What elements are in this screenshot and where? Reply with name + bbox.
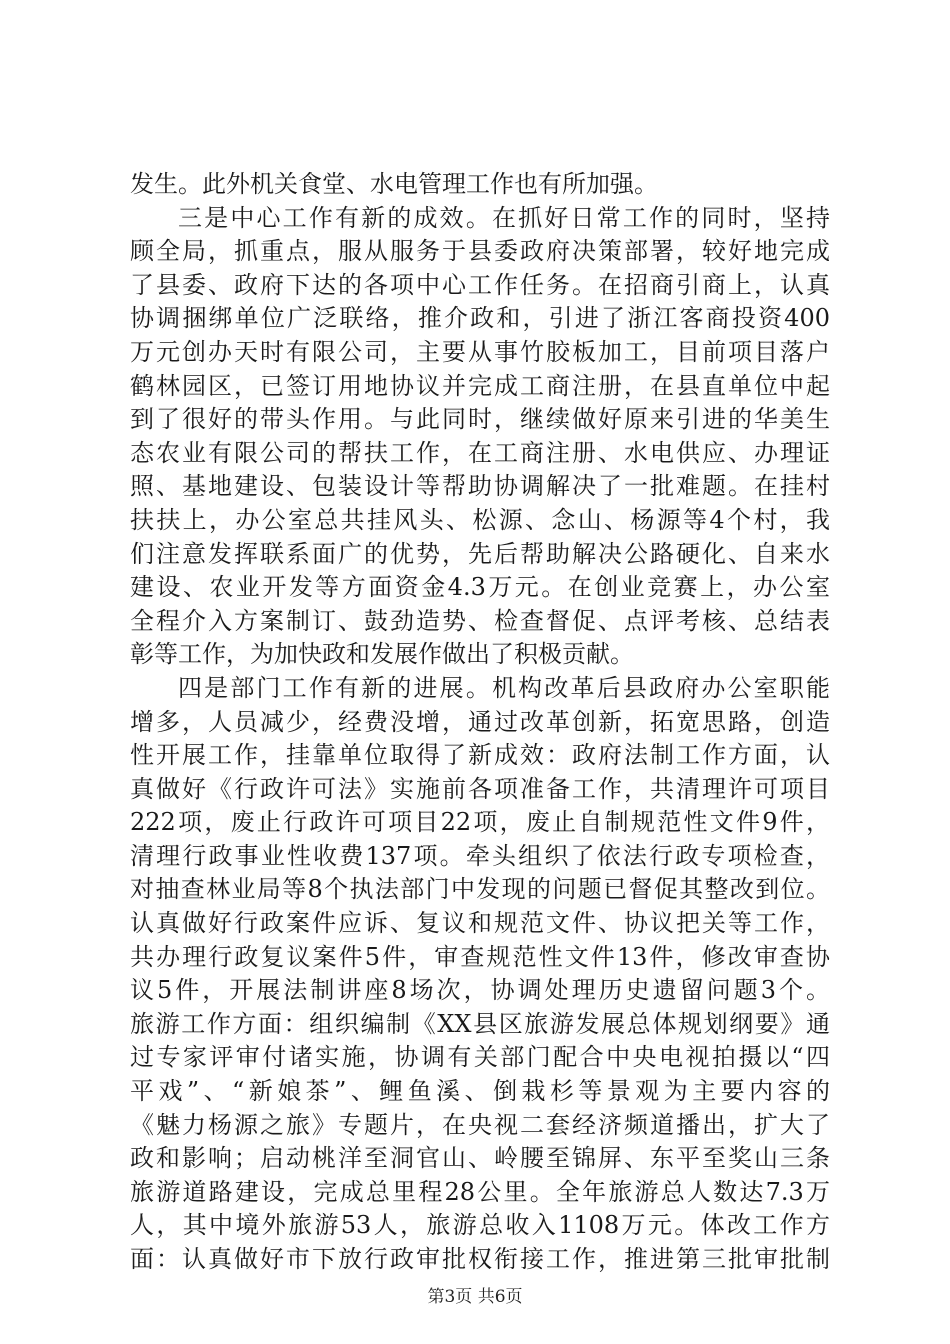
text-line: 鹤林园区，已签订用地协议并完成工商注册，在县直单位中起 xyxy=(130,371,830,400)
text-line: 增多，人员减少，经费没增，通过改革创新，拓宽思路，创造 xyxy=(130,707,830,736)
text-line: 共办理行政复议案件5件，审查规范性文件13件，修改审查协 xyxy=(130,942,830,971)
page-footer: 第3页 共6页 xyxy=(427,1287,523,1307)
text-line: 性开展工作，挂靠单位取得了新成效：政府法制工作方面，认 xyxy=(130,741,830,770)
text-line: 政和影响；启动桃洋至洞官山、岭腰至锦屏、东平至奖山三条 xyxy=(130,1144,830,1173)
text-line: 旅游道路建设，完成总里程28公里。全年旅游总人数达7.3万 xyxy=(130,1177,830,1206)
text-line: 顾全局，抓重点，服从服务于县委政府决策部署，较好地完成 xyxy=(130,237,830,266)
text-line: 万元创办天时有限公司，主要从事竹胶板加工，目前项目落户 xyxy=(130,337,830,366)
text-line: 扶扶上，办公室总共挂风头、松源、念山、杨源等4个村，我 xyxy=(130,505,830,534)
text-line: 们注意发挥联系面广的优势，先后帮助解决公路硬化、自来水 xyxy=(130,539,830,568)
text-line: 真做好《行政许可法》实施前各项准备工作，共清理许可项目 xyxy=(130,774,830,803)
text-line: 议5件，开展法制讲座8场次，协调处理历史遗留问题3个。 xyxy=(130,976,830,1005)
text-line: 旅游工作方面：组织编制《XX县区旅游发展总体规划纲要》通 xyxy=(130,1009,830,1038)
text-line: 全程介入方案制订、鼓劲造势、检查督促、点评考核、总结表 xyxy=(130,606,830,635)
text-line: 认真做好行政案件应诉、复议和规范文件、协议把关等工作， xyxy=(130,909,830,938)
document-body xyxy=(130,168,830,1277)
text-line: 态农业有限公司的帮扶工作，在工商注册、水电供应、办理证 xyxy=(130,438,830,467)
text-line: 222项，废止行政许可项目22项，废止自制规范性文件9件， xyxy=(130,808,830,837)
text-line: 建设、农业开发等方面资金4.3万元。在创业竞赛上，办公室 xyxy=(130,573,830,602)
text-line: 人，其中境外旅游53人，旅游总收入1108万元。体改工作方 xyxy=(130,1211,830,1240)
text-line: 照、基地建设、包装设计等帮助协调解决了一批难题。在挂村 xyxy=(130,472,830,501)
text-line: 面：认真做好市下放行政审批权衔接工作，推进第三批审批制 xyxy=(130,1245,830,1273)
text-line: 到了很好的带头作用。与此同时，继续做好原来引进的华美生 xyxy=(130,405,830,434)
text-line: 三是中心工作有新的成效。在抓好日常工作的同时，坚持 xyxy=(178,203,830,232)
text-line: 四是部门工作有新的进展。机构改革后县政府办公室职能 xyxy=(178,673,830,702)
text-line: 平戏”、“新娘茶”、鲤鱼溪、倒栽杉等景观为主要内容的 xyxy=(130,1077,830,1106)
text-line: 了县委、政府下达的各项中心工作任务。在招商引商上，认真 xyxy=(130,270,830,299)
text-line: 发生。此外机关食堂、水电管理工作也有所加强。 xyxy=(130,170,658,198)
text-line: 对抽查林业局等8个执法部门中发现的问题已督促其整改到位。 xyxy=(130,875,830,904)
text-line: 过专家评审付诸实施，协调有关部门配合中央电视拍摄以“四 xyxy=(130,1043,830,1072)
text-line: 《魅力杨源之旅》专题片，在央视二套经济频道播出，扩大了 xyxy=(130,1110,830,1139)
text-line: 彰等工作，为加快政和发展作做出了积极贡献。 xyxy=(130,640,634,669)
text-line: 协调捆绑单位广泛联络，推介政和，引进了浙江客商投资400 xyxy=(130,304,830,333)
text-line: 清理行政事业性收费137项。牵头组织了依法行政专项检查， xyxy=(130,841,830,870)
